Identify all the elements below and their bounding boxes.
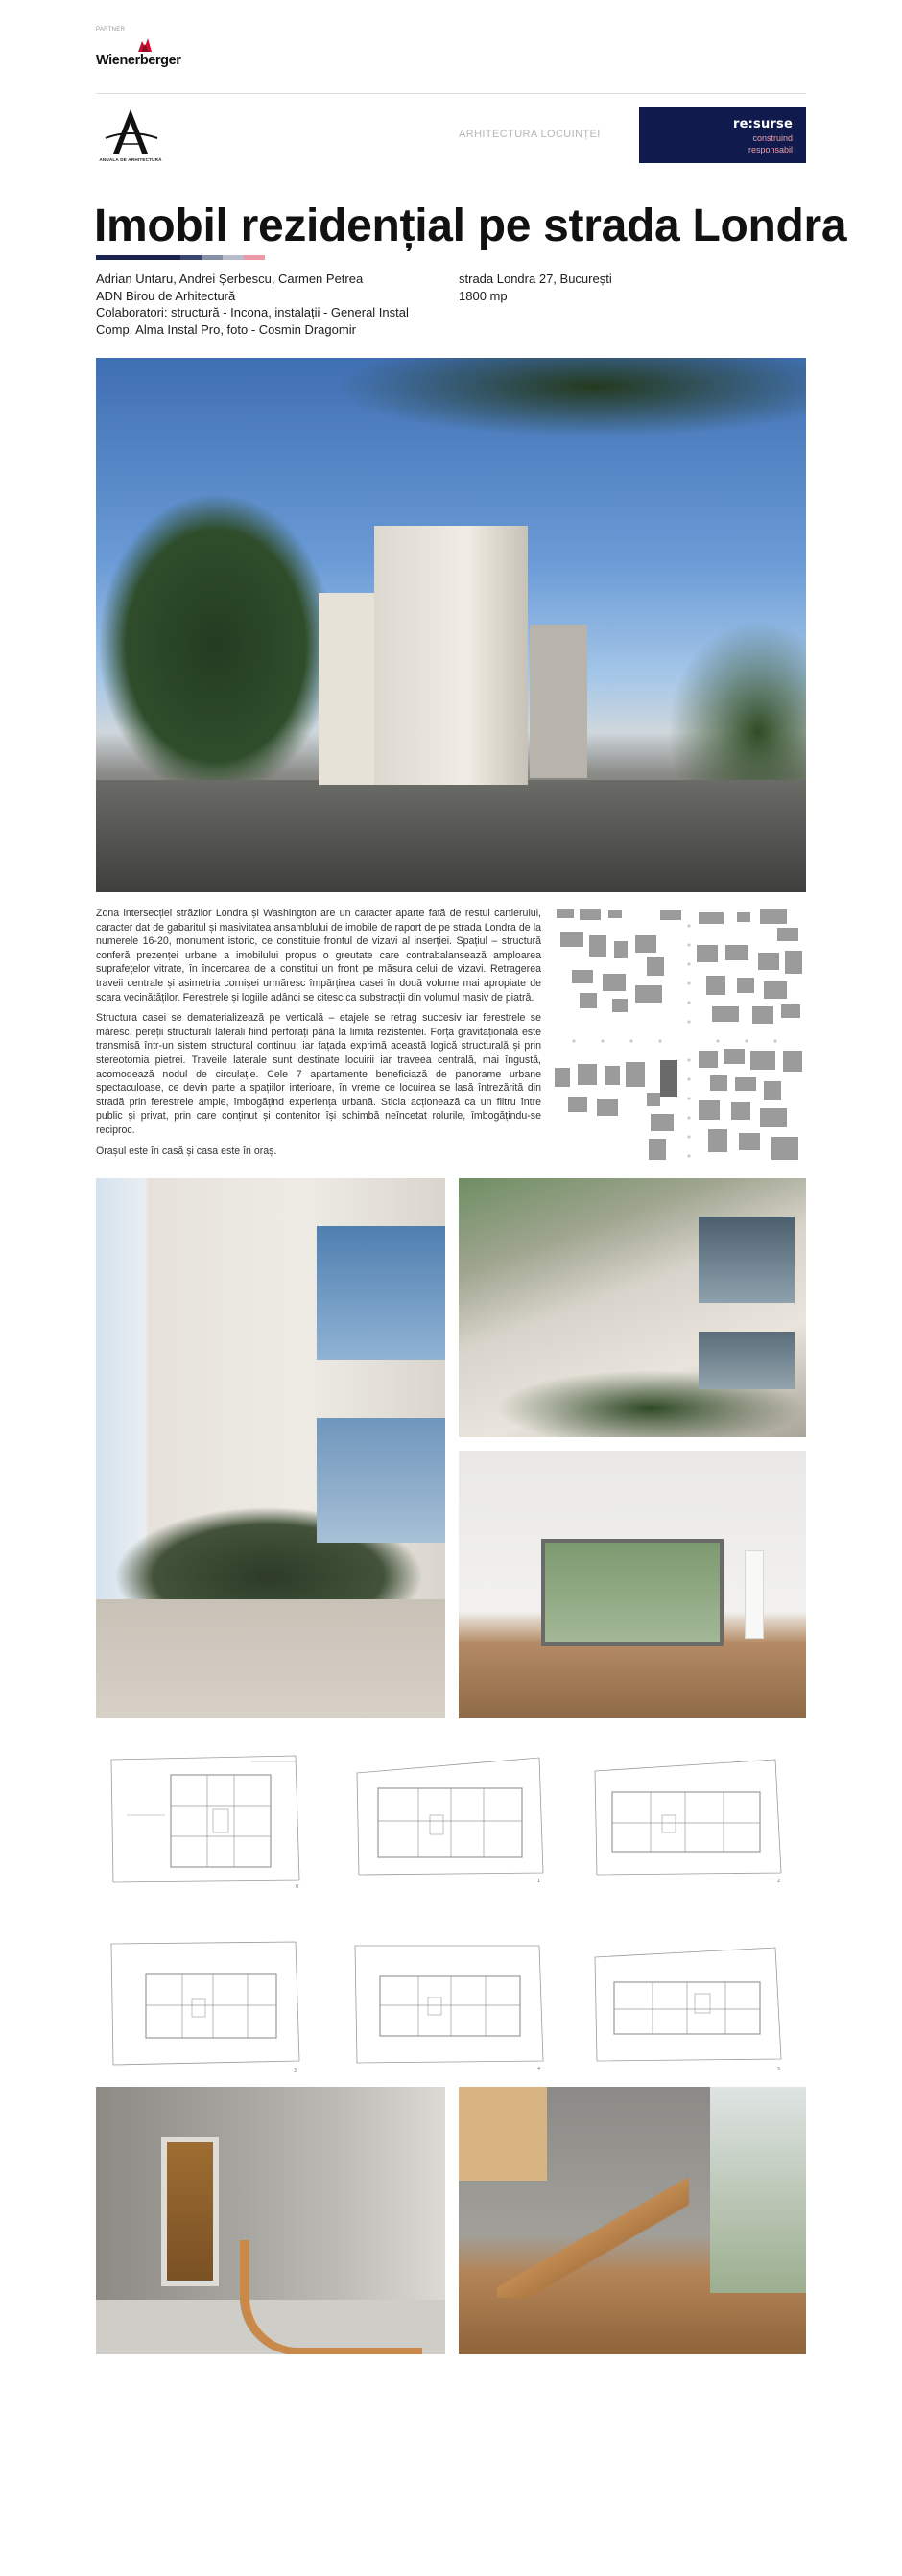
hero-photo-street-view [96, 358, 806, 892]
photo-window [317, 1226, 445, 1360]
photo-wooden-ceiling [459, 2087, 547, 2181]
photo-handrail [240, 2240, 422, 2354]
anuala-triangle-icon [96, 106, 165, 157]
floor-plan-label: 0 [296, 1884, 299, 1890]
floor-plan-1 [351, 1748, 547, 1892]
floor-plan-label: 4 [537, 2067, 541, 2072]
credits-office: ADN Birou de Arhitectură [96, 288, 236, 303]
location-address: strada Londra 27, București [459, 272, 612, 286]
photo-door [745, 1550, 764, 1639]
body-paragraph: Orașul este în casă și casa este în oraș. [96, 1145, 277, 1157]
floor-plan-label: 3 [294, 2068, 297, 2074]
photo-road [96, 780, 806, 892]
photo-door [161, 2137, 219, 2286]
photo-window [541, 1539, 724, 1646]
accent-segment [96, 255, 180, 260]
accent-segment [244, 255, 265, 260]
title-accent-bar [96, 255, 265, 260]
article-body [96, 907, 541, 1158]
wienerberger-roof-icon [136, 38, 154, 52]
sponsor-badge-title: re:surse [733, 117, 793, 131]
location-area: 1800 mp [459, 288, 508, 303]
accent-segment [223, 255, 244, 260]
photo-window [317, 1418, 445, 1543]
photo-stair [497, 2173, 689, 2298]
body-paragraph: Structura casei se dematerializează pe verticală – etajele se retrag succesiv iar ferestrele se măresc, pereții structurali laterali fiind perforați până la limita rezistenței. Forța gravitațională este transmisă într-un sistem structural continuu, iar fațada exprimă această logică structurală și prin stereotomia pietrei. Traveile laterale sunt destinate locuirii iar traveea centrală, mai îngustă, acomodează nodul de circulație. Cele 7 apartamente beneficiază de panorame urbane spectaculoase, ce devin parte a spațiilor interioare, în vreme ce locuirea se lasă întrezărită din stradă prin ferestrele ample, îmbogățind experiența urbană. Sticla acționează ca un filtru între public și privat, prin care conținut și contenitor își schimbă neîncetat rolurile, îmbogățindu-se reciproc. [96, 1012, 541, 1136]
sponsor-badge-line1: construind [752, 133, 793, 143]
section-label: ARHITECTURA LOCUINȚEI [459, 129, 601, 140]
site-plan-map [555, 907, 806, 1164]
photo-interior-living-room [459, 1451, 806, 1718]
body-paragraph: Zona intersecției străzilor Londra și Washington are un caracter aparte față de restul cartierului, caracter dat de gabaritul și masivitatea ansamblului de imobile de raport de pe strada Londra de la numerele 16-20, monument istoric, ce constituie frontul de vizavi al inserției. Spațiul – structură conferă prezenței urbane a imobilului propus o greutate care contrabalansează amploarea suprafețelor vitrate, în încercarea de a constitui un front pe măsura celui de vizavi. Retragerea traveii centrale și asimetria cornișei urmăresc împărțirea casei în două volume mai apropiate de scara vecinătăților. Ferestrele și logiile adânci se citesc ca substracții din volumul masiv de piatră. [96, 908, 541, 1004]
article-title: Imobil rezidențial pe strada Londra [94, 201, 847, 251]
floor-plan-label: 1 [537, 1879, 541, 1884]
accent-segment [180, 255, 202, 260]
project-credits [96, 271, 441, 338]
sponsor-badge[interactable] [639, 107, 806, 163]
floor-plan-3 [107, 1936, 303, 2080]
floor-plan-2 [589, 1748, 785, 1892]
floor-plan-0 [107, 1748, 303, 1892]
publication-logo[interactable] [96, 106, 165, 167]
credits-collaborators: Colaboratori: structură - Incona, instalații - General Instal Comp, Alma Instal Pro, foto - Cosmin Dragomir [96, 305, 409, 337]
photo-facade-detail [96, 1178, 445, 1718]
photo-interior-staircase [459, 2087, 806, 2354]
site-map-highlighted-plot [660, 1060, 677, 1097]
photo-window [699, 1332, 795, 1389]
top-divider [96, 93, 806, 94]
wienerberger-logo[interactable] [96, 38, 196, 71]
wienerberger-wordmark: Wienerberger [96, 53, 181, 68]
photo-building-wing [319, 593, 380, 785]
partner-label: PARTNER [96, 27, 126, 33]
photo-window [710, 2087, 806, 2293]
photo-window [699, 1217, 795, 1303]
project-location [459, 271, 747, 304]
publication-logo-caption: ANUALA DE ARHITECTURĂ [99, 157, 162, 162]
floor-plan-label: 2 [777, 1879, 781, 1884]
floor-plan-label: 5 [777, 2067, 781, 2072]
floor-plan-4 [351, 1936, 547, 2080]
photo-stairwell-door [96, 2087, 445, 2354]
photo-facade-balconies [459, 1178, 806, 1437]
sponsor-badge-line2: responsabil [748, 145, 793, 154]
credits-architects: Adrian Untaru, Andrei Șerbescu, Carmen Petrea [96, 272, 364, 286]
accent-segment [202, 255, 223, 260]
photo-neighbour-building [530, 625, 587, 778]
floor-plan-5 [589, 1936, 785, 2080]
photo-building [374, 526, 528, 785]
